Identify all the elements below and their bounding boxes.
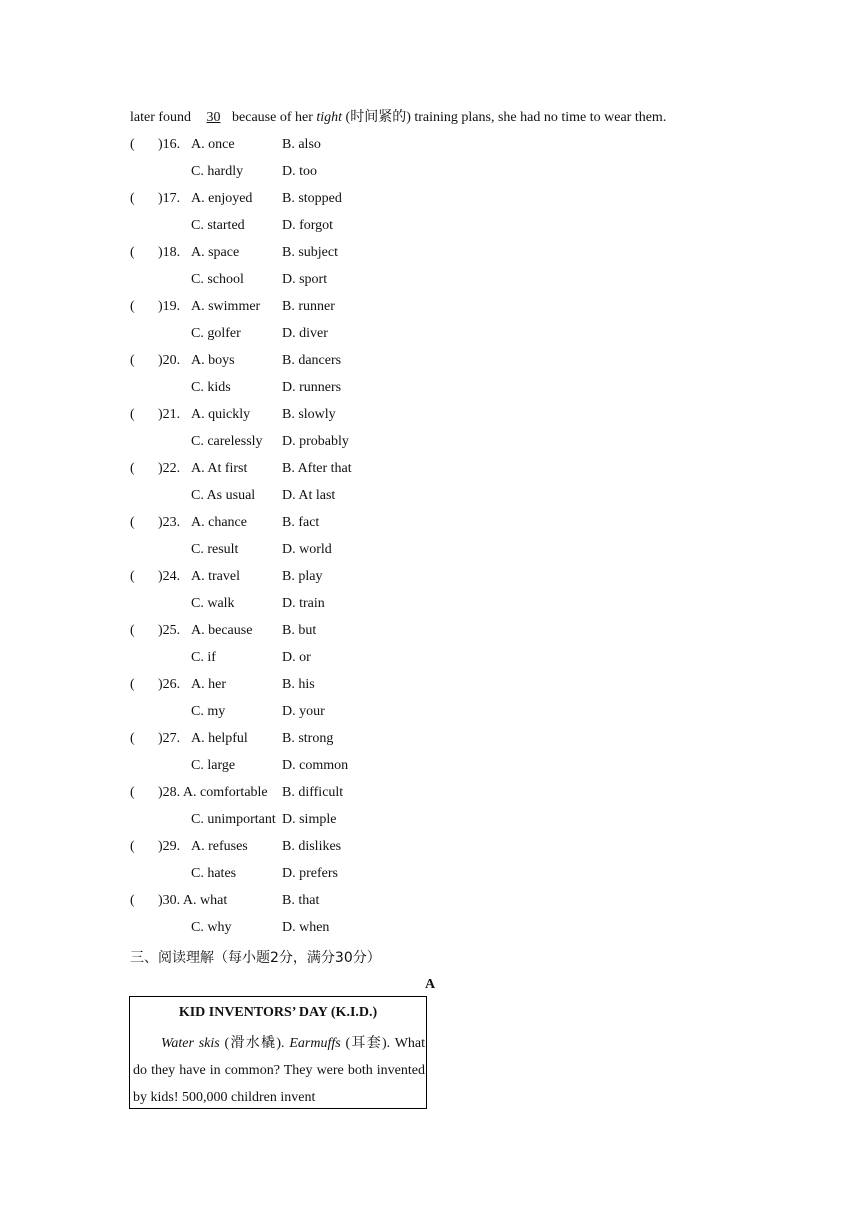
option-c: C. kids (191, 380, 231, 395)
option-d: D. sport (282, 272, 328, 287)
option-d: D. simple (282, 812, 337, 827)
question-paren: ( (130, 353, 135, 368)
option-a: A. quickly (191, 407, 251, 422)
question-paren: ( (130, 731, 135, 746)
option-c: C. walk (191, 596, 235, 611)
question-number: )26. (158, 677, 181, 692)
question-paren: ( (130, 407, 135, 422)
option-a: A. At first (191, 461, 248, 476)
italic-earmuffs: Earmuffs (289, 1036, 341, 1051)
option-b: B. strong (282, 731, 334, 746)
option-b: B. fact (282, 515, 320, 530)
option-a: A. helpful (191, 731, 248, 746)
intro-gloss: (时间紧的) (345, 110, 411, 125)
option-b: B. stopped (282, 191, 342, 206)
option-d: D. diver (282, 326, 328, 341)
option-d: D. common (282, 758, 349, 773)
passage-rest: What do they have in common? They were both invented by kids! 500,000 children invent (133, 1036, 426, 1105)
question-number: )30. A. what (158, 893, 228, 908)
option-a: A. travel (191, 569, 240, 584)
question-paren: ( (130, 569, 135, 584)
question-number: )18. (158, 245, 181, 260)
question-number: )20. (158, 353, 181, 368)
option-d: D. prefers (282, 866, 338, 881)
option-d: D. world (282, 542, 332, 557)
option-b: B. After that (282, 461, 352, 476)
section-heading: 三、阅读理解（每小题2分，满分30分） (130, 950, 381, 966)
intro-suffix: because of her (232, 110, 313, 125)
option-a: A. space (191, 245, 240, 260)
option-a: A. boys (191, 353, 235, 368)
option-d: D. At last (282, 488, 336, 503)
italic-water-skis: Water skis (161, 1036, 220, 1051)
option-d: D. your (282, 704, 325, 719)
option-c: C. hates (191, 866, 237, 881)
question-number: )27. (158, 731, 181, 746)
passage-label: A (425, 977, 436, 992)
question-number: )23. (158, 515, 181, 530)
intro-prefix: later found (130, 110, 192, 125)
question-number: )21. (158, 407, 181, 422)
option-a: A. her (191, 677, 226, 692)
option-b: B. dancers (282, 353, 342, 368)
option-c: C. why (191, 920, 232, 935)
option-a: A. once (191, 137, 235, 152)
gloss-water-skis: (滑水橇). (224, 1036, 285, 1051)
question-number: )29. (158, 839, 181, 854)
question-paren: ( (130, 839, 135, 854)
intro-rest: training plans, she had no time to wear them. (414, 110, 667, 125)
option-d: D. runners (282, 380, 342, 395)
question-paren: ( (130, 191, 135, 206)
question-paren: ( (130, 677, 135, 692)
option-c: C. golfer (191, 326, 241, 341)
option-c: C. school (191, 272, 244, 287)
option-a: A. chance (191, 515, 247, 530)
answer-blank: 30 (206, 110, 221, 125)
question-paren: ( (130, 137, 135, 152)
question-number: )19. (158, 299, 181, 314)
question-paren: ( (130, 515, 135, 530)
option-d: D. train (282, 596, 325, 611)
option-c: C. hardly (191, 164, 244, 179)
question-paren: ( (130, 461, 135, 476)
option-d: D. too (282, 164, 317, 179)
intro-line (130, 109, 666, 127)
option-b: B. dislikes (282, 839, 342, 854)
question-paren: ( (130, 893, 135, 908)
option-a: A. because (191, 623, 253, 638)
question-number: )24. (158, 569, 181, 584)
option-d: D. or (282, 650, 311, 665)
question-number: )22. (158, 461, 181, 476)
question-number: )17. (158, 191, 181, 206)
option-a: A. refuses (191, 839, 248, 854)
question-paren: ( (130, 299, 135, 314)
passage-title: KID INVENTORS’ DAY (K.I.D.) (178, 1005, 378, 1020)
option-c: C. As usual (191, 488, 256, 503)
question-number: )25. (158, 623, 181, 638)
passage-text (133, 1030, 425, 1109)
option-b: B. that (282, 893, 320, 908)
option-b: B. slowly (282, 407, 336, 422)
question-number: )16. (158, 137, 181, 152)
option-b: B. difficult (282, 785, 344, 800)
question-paren: ( (130, 623, 135, 638)
option-d: D. when (282, 920, 330, 935)
option-c: C. large (191, 758, 236, 773)
question-paren: ( (130, 785, 135, 800)
italic-word: tight (316, 110, 343, 125)
option-d: D. forgot (282, 218, 334, 233)
option-b: B. subject (282, 245, 338, 260)
option-b: B. his (282, 677, 315, 692)
option-c: C. unimportant (191, 812, 276, 827)
option-d: D. probably (282, 434, 349, 449)
option-c: C. carelessly (191, 434, 263, 449)
option-b: B. also (282, 137, 321, 152)
gloss-earmuffs: (耳套). (345, 1036, 391, 1051)
option-a: A. swimmer (191, 299, 261, 314)
question-paren: ( (130, 245, 135, 260)
option-c: C. my (191, 704, 226, 719)
option-c: C. result (191, 542, 239, 557)
option-b: B. play (282, 569, 323, 584)
question-number: )28. A. comfortable (158, 785, 268, 800)
option-a: A. enjoyed (191, 191, 253, 206)
option-b: B. but (282, 623, 317, 638)
option-c: C. if (191, 650, 216, 665)
passage-box (129, 996, 427, 1109)
option-c: C. started (191, 218, 245, 233)
option-b: B. runner (282, 299, 335, 314)
